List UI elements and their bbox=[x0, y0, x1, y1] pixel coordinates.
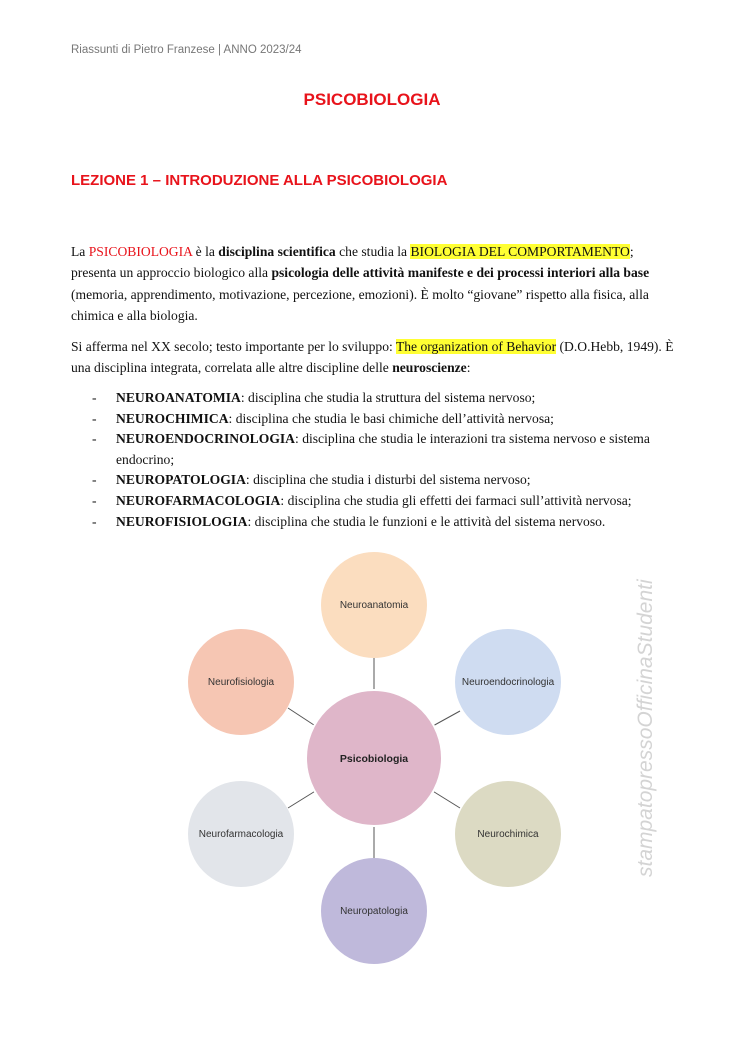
list-desc: : disciplina che studia i disturbi del sistema nervoso; bbox=[245, 472, 531, 488]
intro-text: ; presenta un approccio biologico alla bbox=[71, 244, 634, 281]
history-text: Si afferma nel XX secolo; testo importante per lo sviluppo: bbox=[71, 339, 396, 354]
list-dash: - bbox=[92, 513, 97, 529]
connector-line bbox=[288, 708, 317, 727]
list-dash: - bbox=[92, 492, 97, 508]
list-term: NEUROFISIOLOGIA bbox=[116, 513, 248, 529]
list-desc: : disciplina che studia le funzioni e le attività del sistema nervoso. bbox=[247, 513, 606, 529]
lesson-title: LEZIONE 1 – INTRODUZIONE ALLA PSICOBIOLOGIA bbox=[71, 172, 448, 189]
list-dash: - bbox=[92, 472, 97, 488]
node-psicobiologia-center bbox=[306, 690, 442, 826]
list-term: NEUROENDOCRINOLOGIA bbox=[116, 431, 296, 447]
intro-text: (memoria, apprendimento, motivazione, percezione, emozioni). È molto “giovane” rispetto alla fisica, alla chimica e alla biologia. bbox=[71, 286, 649, 323]
intro-text: La bbox=[71, 244, 89, 259]
list-desc: : disciplina che studia le basi chimiche dell’attività nervosa; bbox=[228, 410, 554, 426]
list-desc: : disciplina che studia gli effetti dei farmaci sull’attività nervosa; bbox=[280, 492, 632, 508]
node-label: Neuroendocrinologia bbox=[461, 677, 555, 688]
list-term: NEUROPATOLOGIA bbox=[116, 472, 246, 488]
node-label: Neuropatologia bbox=[340, 906, 408, 917]
list-desc: : disciplina che studia la struttura del sistema nervoso; bbox=[240, 390, 536, 405]
history-bold-neuroscienze: neuroscienze bbox=[392, 360, 467, 376]
document-title: PSICOBIOLOGIA bbox=[303, 90, 441, 109]
center-label: Psicobiologia bbox=[339, 753, 409, 765]
connector-line bbox=[431, 711, 460, 727]
node-label: Neuroanatomia bbox=[339, 600, 409, 611]
connector-line bbox=[288, 790, 317, 808]
intro-bold-disciplina: disciplina scientifica bbox=[218, 244, 336, 259]
history-highlight-book: The organization of Behavior bbox=[395, 339, 557, 354]
intro-bold-psicologia: psicologia delle attività manifeste e dei processi interiori alla base bbox=[271, 265, 650, 281]
node-neurofarmacologia bbox=[188, 781, 294, 887]
node-neurochimica bbox=[455, 781, 561, 887]
node-neurofisiologia bbox=[188, 629, 294, 735]
intro-term-psicobiologia: PSICOBIOLOGIA bbox=[88, 244, 193, 259]
connector-line bbox=[431, 790, 460, 808]
node-label: Neurofarmacologia bbox=[198, 829, 284, 840]
page-header: Riassunti di Pietro Franzese | ANNO 2023/24 bbox=[71, 44, 302, 56]
list-dash: - bbox=[92, 390, 97, 405]
node-neuroendocrinologia bbox=[455, 629, 561, 735]
history-text: : bbox=[466, 360, 471, 376]
node-neuroanatomia bbox=[321, 552, 427, 658]
list-term: NEUROANATOMIA bbox=[116, 390, 241, 405]
list-desc: : disciplina che studia le interazioni tra sistema nervoso e sistema endocrino; bbox=[116, 431, 650, 467]
list-term: NEUROCHIMICA bbox=[116, 410, 229, 426]
intro-highlight-biologia: BIOLOGIA DEL COMPORTAMENTO bbox=[410, 244, 630, 259]
history-text: (D.O.Hebb, 1949). È una disciplina integrata, correlata alle altre discipline delle bbox=[71, 339, 674, 376]
watermark: stampatopressoOfficinaStudenti bbox=[634, 579, 657, 877]
node-label: Neurochimica bbox=[477, 829, 539, 840]
node-neuropatologia bbox=[321, 858, 427, 964]
intro-text: che studia la bbox=[335, 244, 411, 259]
list-dash: - bbox=[92, 431, 97, 447]
intro-text: è la bbox=[192, 244, 219, 259]
list-term: NEUROFARMACOLOGIA bbox=[116, 492, 281, 508]
list-dash: - bbox=[92, 410, 97, 426]
node-label: Neurofisiologia bbox=[207, 677, 275, 688]
